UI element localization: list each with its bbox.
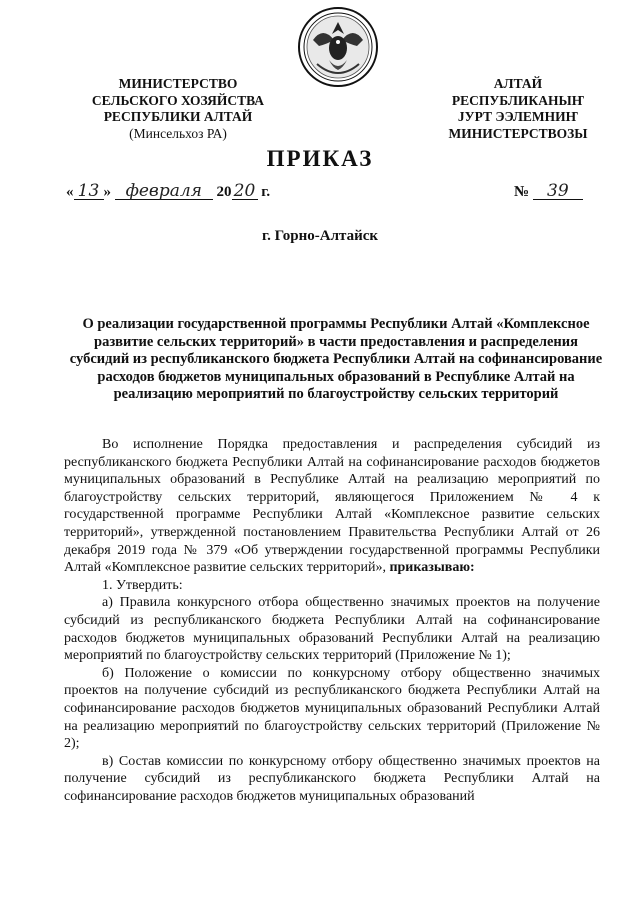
date-year-prefix: 20 xyxy=(216,184,232,200)
document-type-title: ПРИКАЗ xyxy=(266,146,374,171)
header-line: МИНИСТЕРСТВОЗЫ xyxy=(448,125,588,141)
order-date xyxy=(66,183,270,201)
body-paragraph: 1. Утвердить: xyxy=(102,577,183,593)
date-year-suffix: 20 xyxy=(232,183,258,200)
date-open-quote: « xyxy=(66,184,74,200)
city-name: г. Горно-Алтайск xyxy=(261,228,379,244)
order-verb: приказываю: xyxy=(389,560,475,576)
order-number xyxy=(514,183,583,201)
ministry-name-russian xyxy=(72,76,284,142)
paragraph-text: Во исполнение Порядка предоставления и распределения субсидий из республиканского бюджета Республики Алтай на софинансирование расходов бюджетов муниципальных образований в Республике Алтай на реализацию мероприятий по благоустройству сельских территорий, являющегося Приложением № 4 к государственной программе Республики Алтай «Комплексное развитие сельских территорий», утвержденной постановлением Правительства Республики Алтай от 26 декабря 2019 года № 379 «Об утверждении государственной программы Республики Алтай «Комплексное развитие сельских территорий», xyxy=(64,437,600,576)
body-paragraph: б) Положение о комиссии по конкурсному отбору общественно значимых проектов на получение субсидий из республиканского бюджета Республики Алтай на софинансирование расходов бюджетов муниципальных образований Республики Алтай на реализацию мероприятий по благоустройству сельских территорий (Приложение № 2); xyxy=(64,665,600,752)
header-line: ЈУРТ ЭЭЛЕМНИҤ xyxy=(457,109,579,124)
date-month: февраля xyxy=(115,183,213,200)
coat-of-arms-icon xyxy=(297,6,379,88)
header-line: МИНИСТЕРСТВО xyxy=(118,76,238,91)
header-line: РЕСПУБЛИКАНЫҤ xyxy=(451,92,585,108)
body-paragraph xyxy=(64,436,600,577)
body-paragraph: в) Состав комиссии по конкурсному отбору общественно значимых проектов на получение субсидий из республиканского бюджета Республики Алтай на софинансирование расходов бюджетов муниципальных образований xyxy=(64,753,600,804)
order-body xyxy=(64,436,600,805)
header-line: АЛТАЙ xyxy=(493,76,543,91)
date-day: 13 xyxy=(74,183,104,200)
header-line: (Минсельхоз РА) xyxy=(129,125,227,141)
header-line: РЕСПУБЛИКИ АЛТАЙ xyxy=(103,109,253,124)
number-sign: № xyxy=(514,184,530,200)
number-value: 39 xyxy=(533,183,583,200)
ministry-name-altai xyxy=(418,76,618,142)
order-subject: О реализации государственной программы Республики Алтай «Комплексное развитие сельских территорий» в части предоставления и распределения субсидий из республиканского бюджета Республики Алтай на софинансирование расходов бюджетов муниципальных образований в Республике Алтай на реализацию мероприятий по благоустройству сельских территорий xyxy=(69,316,603,403)
date-year-mark: г. xyxy=(261,184,271,200)
header-line: СЕЛЬСКОГО ХОЗЯЙСТВА xyxy=(91,92,265,108)
date-close-quote: » xyxy=(103,184,111,200)
body-paragraph: а) Правила конкурсного отбора общественно значимых проектов на получение субсидий из республиканского бюджета Республики Алтай на софинансирование расходов бюджетов муниципальных образований Республики Алтай на реализацию мероприятий по благоустройству сельских территорий (Приложение № 1); xyxy=(64,595,600,664)
